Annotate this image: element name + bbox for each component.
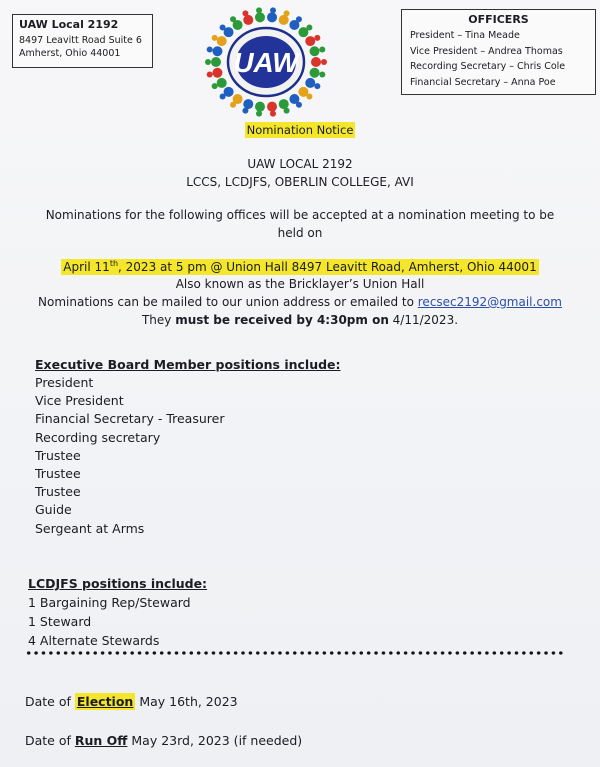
runoff-label: Run Off	[74, 733, 128, 748]
dotted-divider	[25, 650, 565, 656]
list-item: Sergeant at Arms	[35, 520, 145, 536]
logo-figure-body	[298, 27, 308, 37]
logo-figure-body	[267, 102, 277, 112]
logo-figure-body	[243, 99, 253, 109]
list-item: Vice President	[35, 393, 124, 409]
intro-line-1: Nominations for the following offices will be accepted at a nomination meeting to be	[45, 208, 555, 222]
logo-figure-head	[321, 59, 327, 65]
officers-title: OFFICERS	[468, 13, 529, 26]
recv-prefix: They	[141, 313, 176, 327]
executive-heading: Executive Board Member positions include:	[35, 357, 341, 372]
logo-figure-head	[314, 83, 320, 89]
logo-figure-head	[207, 47, 213, 53]
received-line	[0, 313, 600, 327]
meeting-rest: , 2023 at 5 pm @ Union Hall 8497 Leavitt Road, Amherst, Ohio 44001	[118, 260, 537, 274]
list-item: Financial Secretary - Treasurer	[35, 411, 225, 427]
logo-figure-head	[212, 35, 218, 41]
lcdjfs-heading: LCDJFS positions include:	[28, 576, 208, 591]
meeting-date-line	[0, 259, 600, 274]
logo-figure-body	[255, 12, 265, 22]
logo-figure-body	[311, 57, 321, 67]
runoff-value: May 23rd, 2023 (if needed)	[127, 733, 303, 748]
logo-figure-head	[212, 83, 218, 89]
election-label: Election	[76, 694, 134, 709]
header-units: LCCS, LCDJFS, OBERLIN COLLEGE, AVI	[186, 175, 414, 189]
logo-figure-body	[305, 36, 315, 46]
list-item: 1 Steward	[28, 614, 92, 629]
logo-figure-body	[310, 68, 320, 78]
list-item: Guide	[35, 502, 72, 518]
logo-figure-body	[298, 87, 308, 97]
list-item: Trustee	[35, 466, 81, 482]
logo-figure-body	[224, 27, 234, 37]
officer-item: Financial Secretary – Anna Poe	[410, 76, 556, 88]
logo-figure-head	[314, 35, 320, 41]
logo-figure-body	[267, 12, 277, 22]
list-item: Recording secretary	[35, 429, 161, 445]
logo-figure-body	[217, 36, 227, 46]
executive-list	[35, 357, 341, 538]
runoff-prefix: Date of	[25, 733, 75, 748]
list-item: Trustee	[35, 447, 81, 463]
local-address-box	[12, 14, 153, 68]
logo-figure-head	[207, 71, 213, 77]
address-line-2: Amherst, Ohio 44001	[19, 48, 121, 59]
logo-figure-head	[319, 47, 325, 53]
recv-suffix: 4/11/2023.	[388, 313, 459, 327]
election-value: May 16th, 2023	[135, 694, 238, 709]
logo-text: UAW	[233, 47, 299, 78]
local-name: UAW Local 2192	[19, 18, 119, 31]
officer-item: President – Tina Meade	[410, 30, 520, 41]
mailed-prefix: Nominations can be mailed to our union address or emailed to	[38, 295, 418, 309]
nomination-notice	[0, 123, 600, 137]
logo-figure-body	[233, 94, 243, 104]
runoff-date	[25, 733, 302, 748]
election-prefix: Date of	[25, 694, 75, 709]
election-date	[25, 694, 238, 709]
logo-figure-body	[279, 99, 289, 109]
logo-figure-body	[279, 15, 289, 25]
email-link[interactable]: recsec2192@gmail.com	[417, 295, 562, 309]
logo-figure-body	[255, 102, 265, 112]
logo-figure-body	[212, 68, 222, 78]
logo-figure-body	[243, 15, 253, 25]
logo-figure-body	[211, 57, 221, 67]
recv-bold: must be received by 4:30pm on	[175, 313, 389, 327]
logo-figure-head	[319, 71, 325, 77]
list-item: 1 Bargaining Rep/Steward	[28, 595, 191, 610]
logo-figure-body	[212, 46, 222, 56]
intro-line-2: held on	[277, 226, 323, 240]
logo-figure-body	[289, 94, 299, 104]
logo-figure-head	[205, 59, 211, 65]
meeting-month: April 11	[63, 260, 110, 274]
address-line-1: 8497 Leavitt Road Suite 6	[19, 35, 142, 46]
officer-item: Vice President – Andrea Thomas	[410, 45, 563, 57]
logo-figure-body	[217, 78, 227, 88]
list-item: President	[35, 375, 94, 390]
officers-box	[401, 9, 596, 95]
officer-item: Recording Secretary – Chris Cole	[410, 61, 566, 72]
lcdjfs-list	[28, 576, 207, 650]
header-local: UAW LOCAL 2192	[247, 157, 353, 171]
logo-figure-body	[289, 20, 299, 30]
logo-figure-body	[233, 20, 243, 30]
logo-figure-body	[305, 78, 315, 88]
list-item: 4 Alternate Stewards	[28, 633, 160, 648]
logo-figure-body	[224, 87, 234, 97]
uaw-logo-icon	[200, 6, 332, 118]
meeting-aka: Also known as the Bricklayer’s Union Hall	[175, 277, 425, 291]
mailed-line	[0, 295, 600, 309]
notice-title: Nomination Notice	[246, 123, 354, 137]
list-item: Trustee	[35, 484, 81, 500]
meeting-sup: th	[109, 259, 119, 268]
logo-figure-body	[310, 46, 320, 56]
